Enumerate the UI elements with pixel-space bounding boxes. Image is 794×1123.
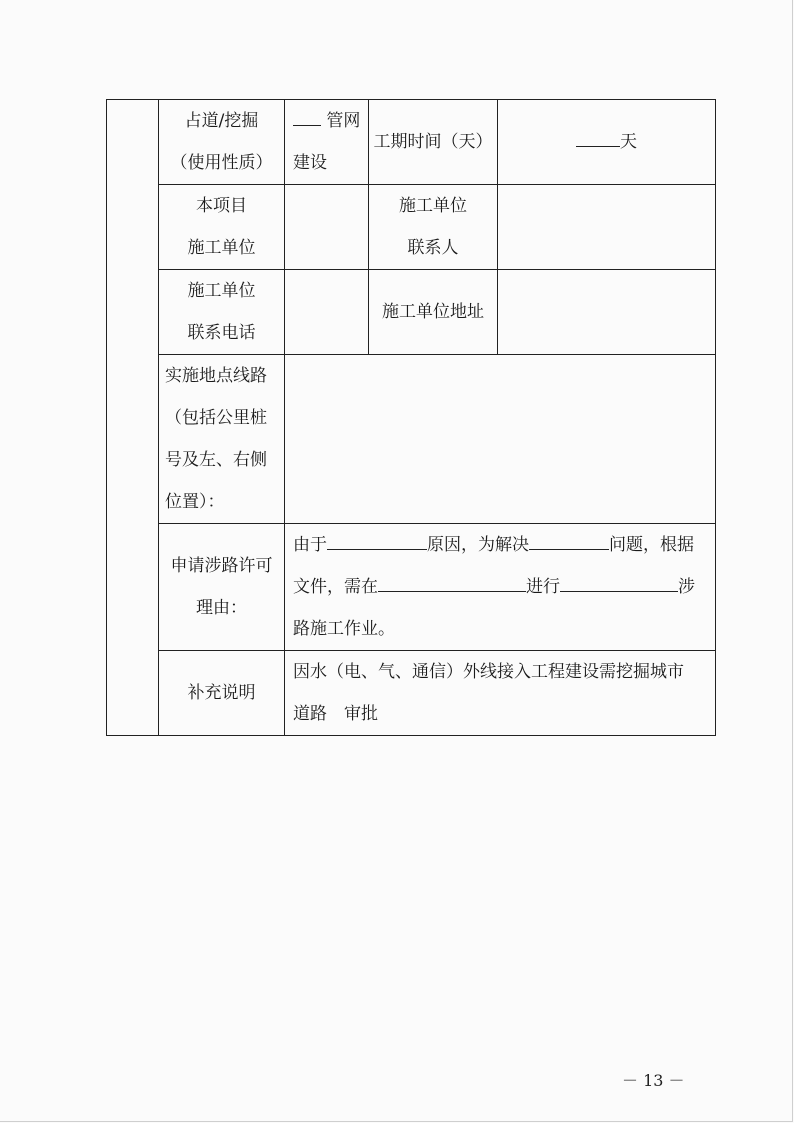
reason-cause-blank[interactable]: [327, 529, 427, 550]
location-label-line1: 实施地点线路: [165, 366, 267, 386]
address-value-field[interactable]: [498, 270, 716, 355]
notes-label: 补充说明: [159, 651, 285, 736]
form-row-phone-address: [107, 270, 716, 355]
contact-person-label-line1: 施工单位: [399, 196, 467, 216]
reason-text-cell: [285, 524, 716, 651]
reason-work-blank[interactable]: [560, 571, 678, 592]
phone-label-cell: [159, 270, 285, 355]
reason-text-f: 涉: [678, 577, 695, 597]
location-value-field[interactable]: [285, 355, 716, 524]
reason-problem-blank[interactable]: [529, 529, 609, 550]
contractor-label-cell: [159, 185, 285, 270]
phone-label-line2: 联系电话: [187, 323, 256, 343]
duration-blank-field[interactable]: [576, 126, 620, 147]
contractor-label-line2: 施工单位: [187, 238, 256, 258]
duration-value-cell: [498, 100, 716, 185]
usage-type-label: 占道/挖掘: [184, 111, 259, 131]
form-row-notes: [107, 651, 716, 736]
address-label: 施工单位地址: [369, 270, 498, 355]
contact-person-value-field[interactable]: [498, 185, 716, 270]
phone-value-field[interactable]: [285, 270, 369, 355]
notes-text-line1: 因水（电、气、通信）外线接入工程建设需挖掘城市: [293, 662, 684, 682]
usage-type-sublabel: （使用性质）: [170, 153, 273, 173]
location-label-line4: 位置）：: [165, 492, 225, 512]
reason-text-b: 原因，为解决: [427, 535, 529, 555]
reason-label-line1: 申请涉路许可: [170, 556, 273, 576]
phone-label-line1: 施工单位: [187, 281, 256, 301]
contractor-value-field[interactable]: [285, 185, 369, 270]
purpose-line2: 建设: [293, 153, 327, 173]
reason-location-blank[interactable]: [378, 571, 526, 592]
duration-label: 工期时间（天）: [369, 100, 498, 185]
purpose-blank-field[interactable]: [293, 105, 321, 126]
reason-text-e: 进行: [526, 577, 560, 597]
purpose-suffix: 管网: [326, 111, 361, 131]
reason-text-d: 文件，需在: [293, 577, 378, 597]
location-label-line3: 号及左、右侧: [165, 450, 267, 470]
form-row-contractor: [107, 185, 716, 270]
reason-text-a: 由于: [293, 535, 327, 555]
usage-purpose-cell: [285, 100, 369, 185]
notes-text-line2: 道路 审批: [293, 704, 378, 724]
form-row-location: [107, 355, 716, 524]
usage-type-label-cell: [159, 100, 285, 185]
left-margin-cell: [107, 100, 159, 736]
reason-label-cell: [159, 524, 285, 651]
form-row-reason: [107, 524, 716, 651]
notes-text-cell: [285, 651, 716, 736]
contact-person-label-line2: 联系人: [407, 238, 459, 258]
page-number: － 13 －: [622, 1071, 685, 1090]
reason-text-c: 问题，根据: [609, 535, 694, 555]
location-label-cell: [159, 355, 285, 524]
road-permit-form-table: [106, 99, 716, 736]
contact-person-label-cell: [369, 185, 498, 270]
contractor-label-line1: 本项目: [196, 196, 247, 216]
duration-unit: 天: [620, 132, 637, 152]
location-label-line2: （包括公里桩: [165, 408, 267, 428]
form-row-usage: [107, 100, 716, 185]
reason-text-g: 路施工作业。: [293, 619, 395, 639]
reason-label-line2: 理由：: [196, 598, 247, 618]
